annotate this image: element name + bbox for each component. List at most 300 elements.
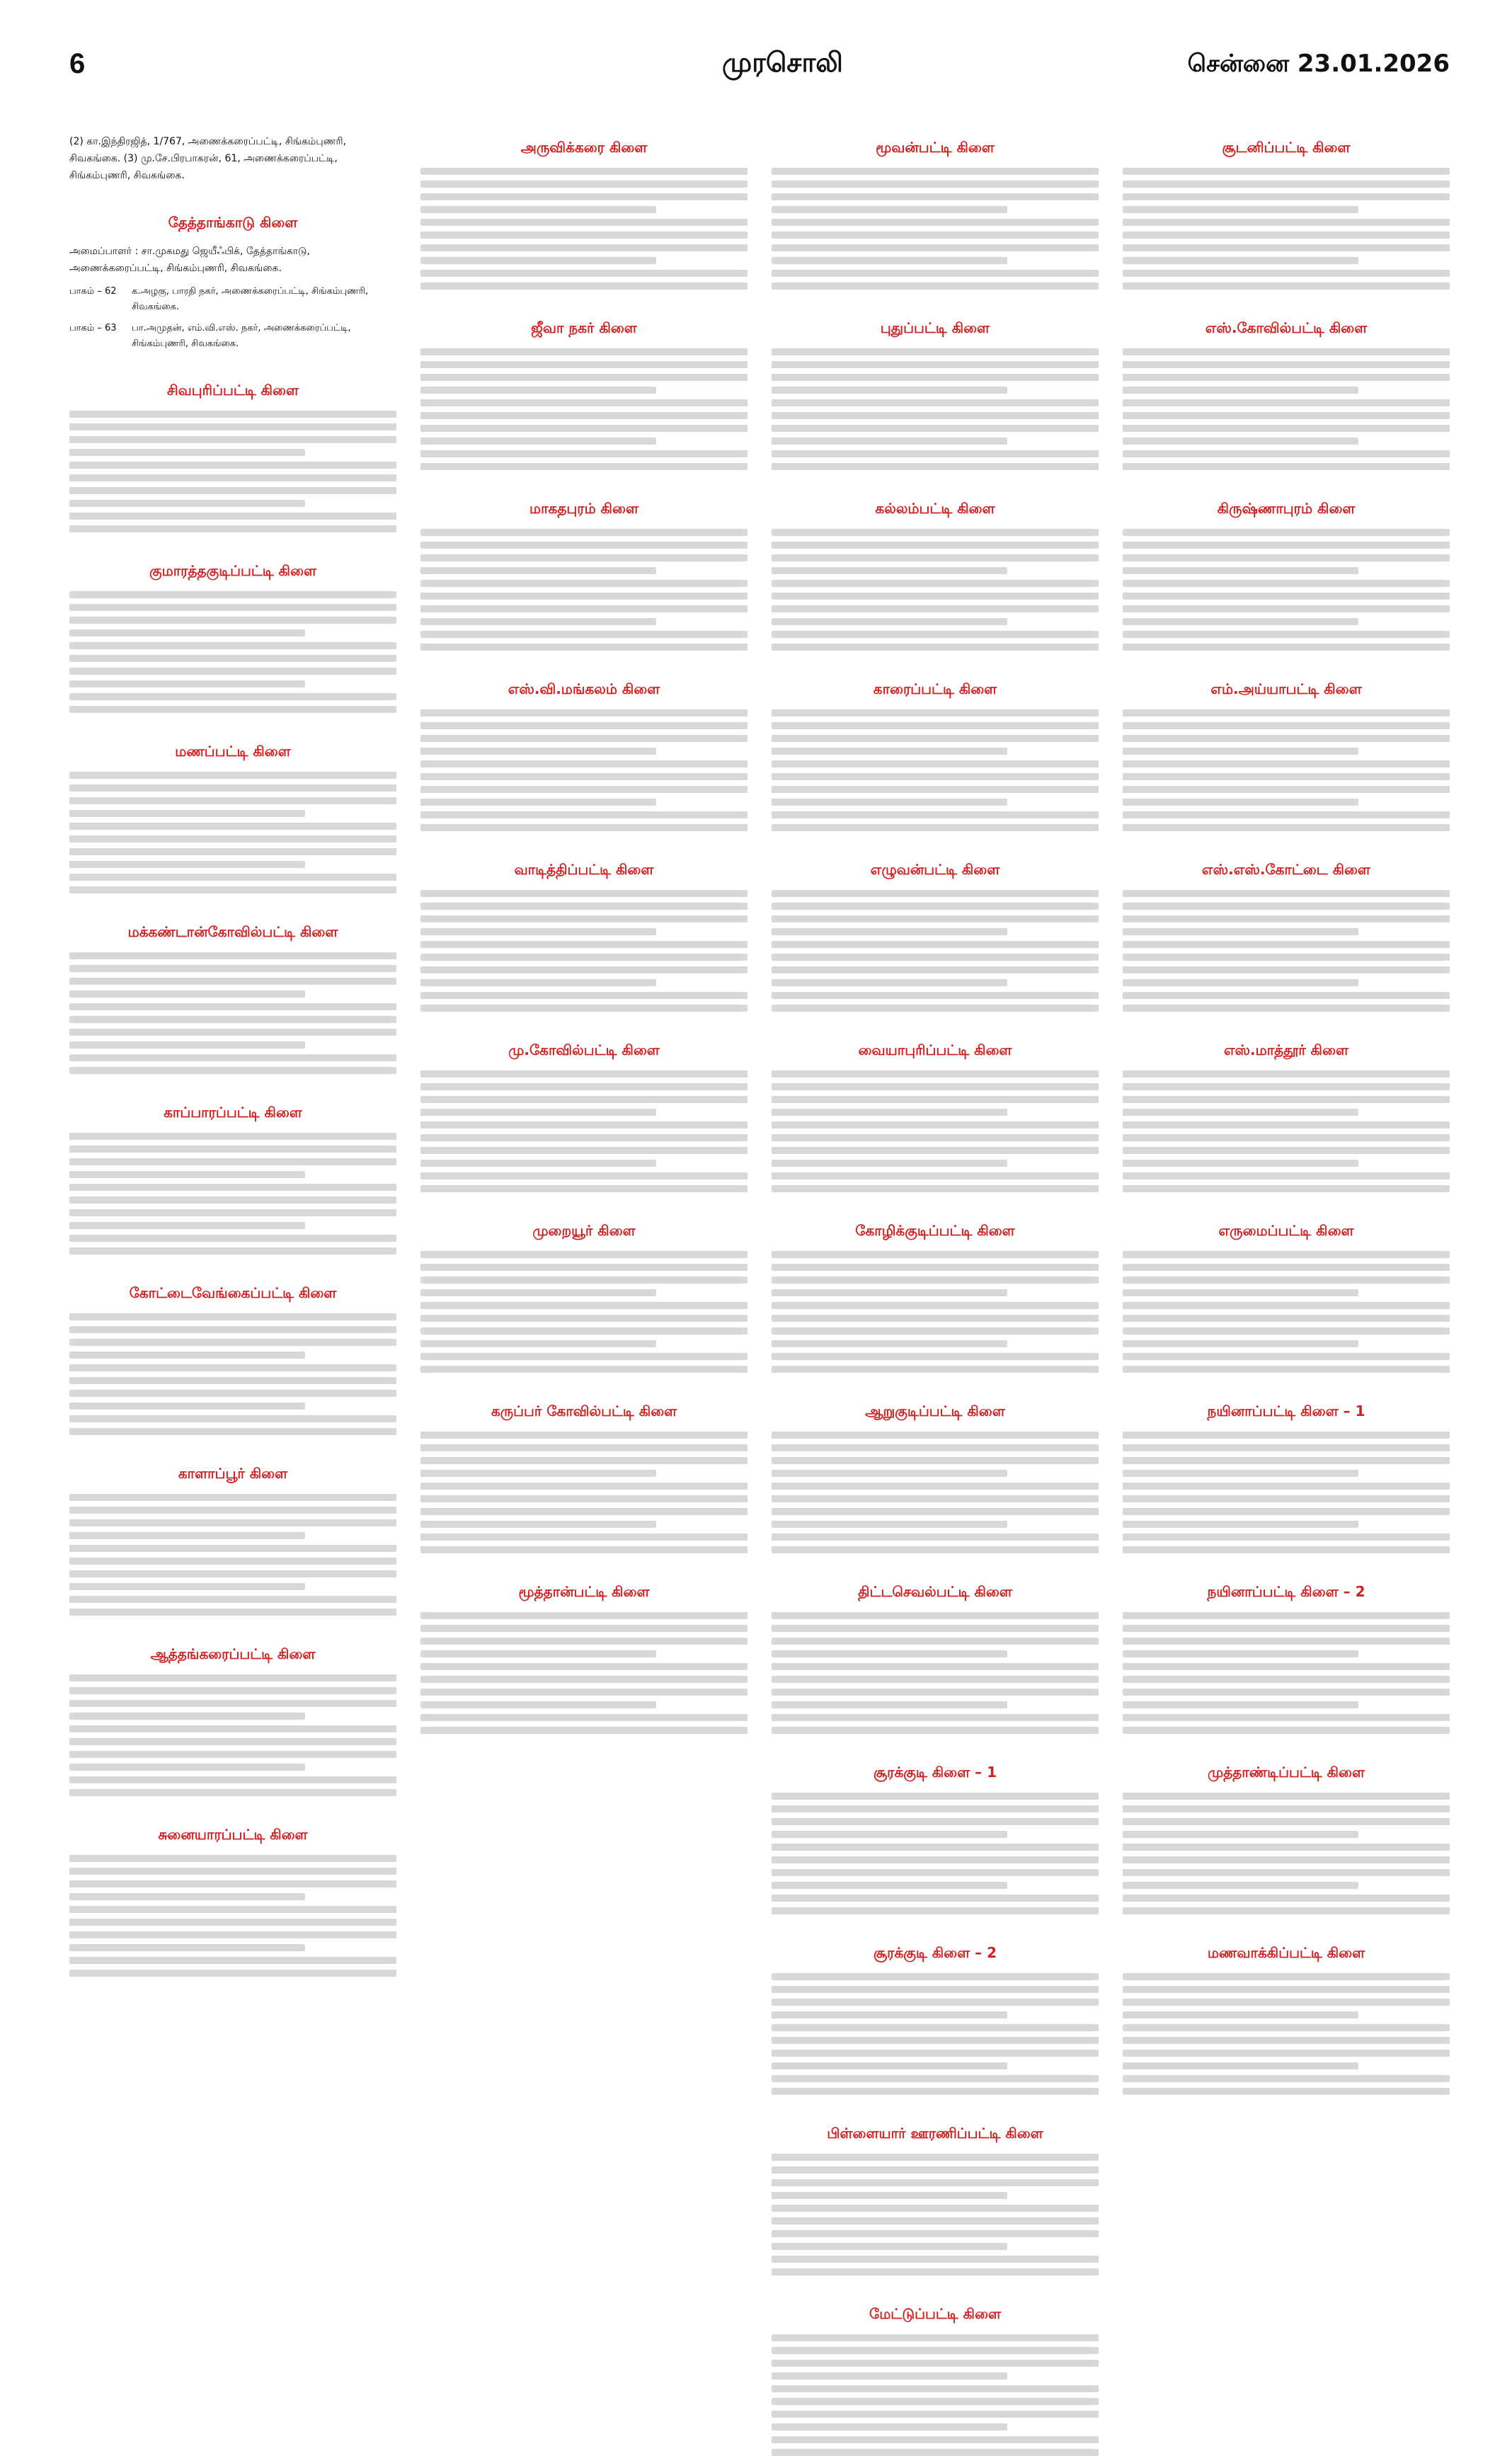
text-line [1123,760,1450,767]
text-line [1123,1831,1358,1838]
text-line [1123,1470,1358,1477]
text-line [772,1109,1007,1116]
text-line [772,2050,1099,2057]
text-line [1123,257,1358,264]
text-line [772,2088,1099,2095]
text-line [69,487,396,494]
branch-section [772,861,1099,1012]
text-line [772,1689,1099,1696]
text-line [772,890,1099,897]
branch-title: அருவிக்கரை கிளை [520,139,648,156]
text-line [69,810,305,817]
text-line [69,1364,396,1371]
text-line [772,1714,1099,1721]
text-line [69,449,305,456]
text-line [772,824,1099,831]
text-line [1123,1856,1450,1863]
text-line [69,1919,396,1926]
text-line [772,1650,1007,1657]
branch-title: மேட்டுப்பட்டி கிளை [869,2305,1001,2322]
text-line [69,886,396,893]
text-line [1123,631,1450,638]
text-line [772,735,1099,742]
text-line [772,425,1099,432]
text-line [69,1738,396,1745]
text-line [420,270,748,277]
text-line [69,1519,396,1526]
branch-section [69,923,396,1074]
text-line [1123,824,1450,831]
text-line [772,748,1007,755]
text-line [1123,1663,1450,1670]
booth-number: பாகம் – 63 [69,323,117,333]
branch-title: எம்.அய்யாபட்டி கிளை [1210,680,1362,697]
text-line [69,1067,396,1074]
text-line [69,500,305,507]
text-line [772,193,1099,200]
text-line [69,1532,305,1539]
text-line [772,1973,1099,1980]
text-line [772,1289,1007,1296]
branch-section [1123,1944,1450,2095]
column [772,133,1099,2322]
text-line [1123,1327,1450,1335]
branch-section [1123,1222,1450,1373]
text-line [772,387,1007,394]
text-line [69,1700,396,1707]
text-line [420,1096,748,1103]
text-line [1123,1134,1450,1141]
text-line [772,1844,1099,1851]
branch-section [772,1944,1099,2095]
text-line [772,992,1099,999]
text-line [420,1070,748,1078]
text-line [1123,1070,1450,1078]
branch-title: பிள்ளையார் ஊரணிப்பட்டி கிளை [827,2125,1043,2142]
text-line [1123,709,1450,716]
branch-title: ஆத்தங்கரைப்பட்டி கிளை [150,1645,316,1662]
text-line [1123,1521,1358,1528]
text-line [772,1521,1007,1528]
text-line [69,591,396,598]
text-line [69,965,396,972]
text-line [772,361,1099,368]
branch-section [420,1041,748,1192]
branch-section [772,2125,1099,2275]
text-line [420,282,748,290]
branch-section [772,1764,1099,1914]
text-line [420,1650,656,1657]
text-line [1123,890,1450,897]
text-line [772,1727,1099,1734]
text-line [420,824,748,831]
text-line [772,1483,1099,1490]
text-line [69,1596,396,1603]
text-line [420,631,748,638]
branch-title: எழுவன்பட்டி கிளை [870,861,1000,878]
text-line [69,604,396,611]
branch-section [69,1826,396,1977]
text-line [420,1444,748,1451]
text-line [1123,1366,1450,1373]
text-line [1123,773,1450,780]
text-line [1123,348,1450,355]
text-line [420,1353,748,1360]
branch-section [772,1041,1099,1192]
text-line [772,941,1099,948]
text-line [420,1638,748,1645]
text-line [772,1340,1007,1347]
branch-title: நயினாப்பட்டி கிளை – 1 [1207,1403,1365,1420]
text-line [772,1353,1099,1360]
text-line [772,2360,1099,2367]
text-line [69,655,396,662]
text-line [1123,799,1358,806]
text-line [420,644,748,651]
text-line [69,1415,396,1422]
text-line [420,361,748,368]
text-line [1123,1689,1450,1696]
text-line [1123,1612,1450,1619]
text-line [1123,1869,1450,1876]
branch-title: மூவன்பட்டி கிளை [876,139,995,156]
text-line [420,219,748,226]
text-line [1123,168,1450,175]
branch-section [772,1403,1099,1553]
text-line [1123,399,1450,406]
text-line [420,1121,748,1129]
text-line [69,1494,396,1501]
text-line [772,257,1007,264]
branch-section [420,680,748,831]
text-line [772,1793,1099,1800]
text-line [772,2011,1007,2018]
branch-title: எஸ்.வி.மங்கலம் கிளை [508,680,660,697]
branch-title: மக்கண்டான்கோவில்பட்டி கிளை [127,923,338,940]
text-line [420,760,748,767]
branch-section [772,1583,1099,1734]
text-line [772,2166,1099,2174]
text-line [69,1390,396,1397]
text-line [1123,374,1450,381]
text-line [772,463,1099,470]
branch-section [420,500,748,651]
text-line [1123,605,1450,612]
page-number: 6 [69,48,86,79]
text-line [1123,593,1450,600]
text-line [420,1432,748,1439]
branch-section [772,680,1099,831]
text-line [420,915,748,923]
text-line [1123,1483,1450,1490]
text-line [420,399,748,406]
branch-section [1123,319,1450,470]
column [420,133,748,2300]
text-line [69,680,305,687]
column [69,133,396,2300]
text-line [1123,2011,1358,2018]
text-line [772,1251,1099,1258]
text-line [772,542,1099,549]
text-line [1123,1457,1450,1464]
text-line [772,2449,1099,2456]
text-line [772,2154,1099,2161]
text-line [69,668,396,675]
text-line [772,1172,1099,1180]
text-line [1123,1546,1450,1553]
text-line [1123,554,1450,561]
text-line [1123,1818,1450,1825]
branch-section [420,319,748,470]
text-line [772,722,1099,729]
text-line [772,1160,1007,1167]
text-line [772,2372,1007,2380]
text-line [772,1869,1099,1876]
branch-title: வாடித்திப்பட்டி கிளை [514,861,654,878]
text-line [420,1302,748,1309]
branch-section [1123,1583,1450,1734]
text-line [1123,2050,1450,2057]
text-line [420,1109,656,1116]
branch-section [69,1645,396,1796]
text-line [772,1457,1099,1464]
text-line [420,1340,656,1347]
branch-section [420,139,748,290]
text-line [772,799,1007,806]
text-line [420,1160,656,1167]
text-line [420,450,748,457]
text-line [772,2230,1099,2237]
branch-section [772,139,1099,290]
text-line [420,605,748,612]
text-line [420,387,656,394]
text-line [69,1957,396,1964]
text-line [420,811,748,818]
text-line [772,2179,1099,2186]
branch-title: காளாப்பூர் கிளை [178,1465,288,1482]
text-line [772,168,1099,175]
text-line [69,1931,396,1938]
text-line [772,270,1099,277]
text-line [420,1185,748,1192]
text-line [420,463,748,470]
text-line [1123,2037,1450,2044]
text-line [69,861,305,868]
branch-title: முறையூர் கிளை [532,1222,636,1239]
branch-title: கல்லம்பட்டி கிளை [875,500,995,517]
text-line [420,903,748,910]
text-line [1123,1147,1450,1154]
branch-title: ஜீவா நகர் கிளை [531,319,637,336]
text-line [1123,361,1450,368]
text-line [420,348,748,355]
text-line [1123,1907,1450,1914]
text-line [772,1134,1099,1141]
text-line [1123,1264,1450,1271]
text-line [1123,2024,1450,2031]
text-line [772,1612,1099,1619]
text-line [1123,244,1450,251]
text-line [420,1689,748,1696]
text-line [772,2192,1007,2199]
text-line [420,1701,656,1708]
text-line [69,1428,396,1435]
text-line [772,1533,1099,1541]
branch-title: எஸ்.கோவில்பட்டி கிளை [1205,319,1368,336]
text-line [772,709,1099,716]
text-line [420,1508,748,1515]
text-line [1123,219,1450,226]
text-line [1123,2062,1358,2069]
text-line [1123,1999,1450,2006]
branch-section [1123,861,1450,1012]
text-line [420,1289,656,1296]
text-line [1123,915,1450,923]
branch-section [1123,139,1450,290]
text-line [772,1495,1099,1502]
branch-title: எஸ்.எஸ்.கோட்டை கிளை [1202,861,1370,878]
branch-section [69,382,396,532]
branch-title: மணப்பட்டி கிளை [175,743,291,760]
text-line [772,1005,1099,1012]
text-line [420,786,748,793]
text-line [772,2423,1007,2431]
text-line [69,1558,396,1565]
text-line [69,1377,396,1384]
text-line [69,1764,305,1771]
text-line [772,1638,1099,1645]
text-line [1123,1172,1450,1180]
text-line [772,903,1099,910]
text-line [1123,1005,1450,1012]
text-line [772,2398,1099,2405]
text-line [69,1235,396,1242]
text-line [772,773,1099,780]
text-line [69,1222,305,1229]
text-line [772,244,1099,251]
text-line [420,1495,748,1502]
text-line [1123,1340,1358,1347]
text-line [772,1147,1099,1154]
text-line [69,1674,396,1681]
text-line [1123,1882,1358,1889]
text-line [69,1041,305,1049]
text-line [69,1352,305,1359]
text-line [1123,387,1358,394]
branch-title: மாகதபுரம் கிளை [529,500,638,517]
branch-section [1123,1041,1450,1192]
text-line [69,1880,396,1887]
text-line [1123,206,1358,213]
text-line [420,773,748,780]
text-line [420,890,748,897]
text-line [420,193,748,200]
text-line [772,1625,1099,1632]
text-line [772,282,1099,290]
text-line [69,1029,396,1036]
text-line [69,1583,305,1590]
text-line [1123,412,1450,419]
text-line [1123,1302,1450,1309]
branch-title: நயினாப்பட்டி கிளை – 2 [1207,1583,1365,1600]
text-line [69,1868,396,1875]
branch-title: காரைப்பட்டி கிளை [873,680,997,697]
text-line [1123,811,1450,818]
text-line [420,966,748,973]
text-line [1123,786,1450,793]
text-line [69,1713,305,1720]
text-line [772,1856,1099,1863]
text-line [1123,1185,1450,1192]
branch-section [69,1465,396,1616]
text-line [772,1805,1099,1812]
branch-title: புதுப்பட்டி கிளை [880,319,990,336]
text-line [772,1895,1099,1902]
text-line [1123,542,1450,549]
text-line [420,412,748,419]
branch-title: மு.கோவில்பட்டி கிளை [508,1041,660,1058]
text-line [420,542,748,549]
text-line [1123,1315,1450,1322]
text-line [420,529,748,536]
text-line [1123,270,1450,277]
text-line [69,474,396,481]
text-line [772,1986,1099,1993]
text-line [1123,1160,1358,1167]
text-line [69,1133,396,1140]
text-line [420,554,748,561]
text-line [772,1327,1099,1335]
text-line [772,554,1099,561]
text-line [69,411,396,418]
text-line [1123,1701,1358,1708]
branch-section [69,562,396,713]
text-line [69,1751,396,1758]
text-line [69,1970,396,1977]
text-line [1123,181,1450,188]
column [1123,133,1450,2300]
text-line [772,1121,1099,1129]
text-line [69,772,396,779]
branch-section [420,1222,748,1373]
booth-number: பாகம் – 62 [69,286,117,297]
text-line [1123,1805,1450,1812]
text-line [1123,193,1450,200]
branch-section [69,743,396,893]
branch-title: சூடனிப்பட்டி கிளை [1222,139,1351,156]
branch-section [772,1222,1099,1373]
text-line [69,1545,396,1552]
branch-section [420,861,748,1012]
text-line [69,525,396,532]
text-line [772,2037,1099,2044]
branch-section [69,214,396,352]
text-line [420,1612,748,1619]
booth-row [69,321,396,352]
text-line [1123,232,1450,239]
text-line [772,954,1099,961]
text-line [772,618,1007,625]
text-line [69,1054,396,1061]
text-line [1123,618,1358,625]
text-line [69,990,305,998]
text-line [772,1264,1099,1271]
text-line [420,425,748,432]
text-line [772,529,1099,536]
text-line [69,952,396,959]
text-line [772,2268,1099,2275]
text-line [420,1457,748,1464]
